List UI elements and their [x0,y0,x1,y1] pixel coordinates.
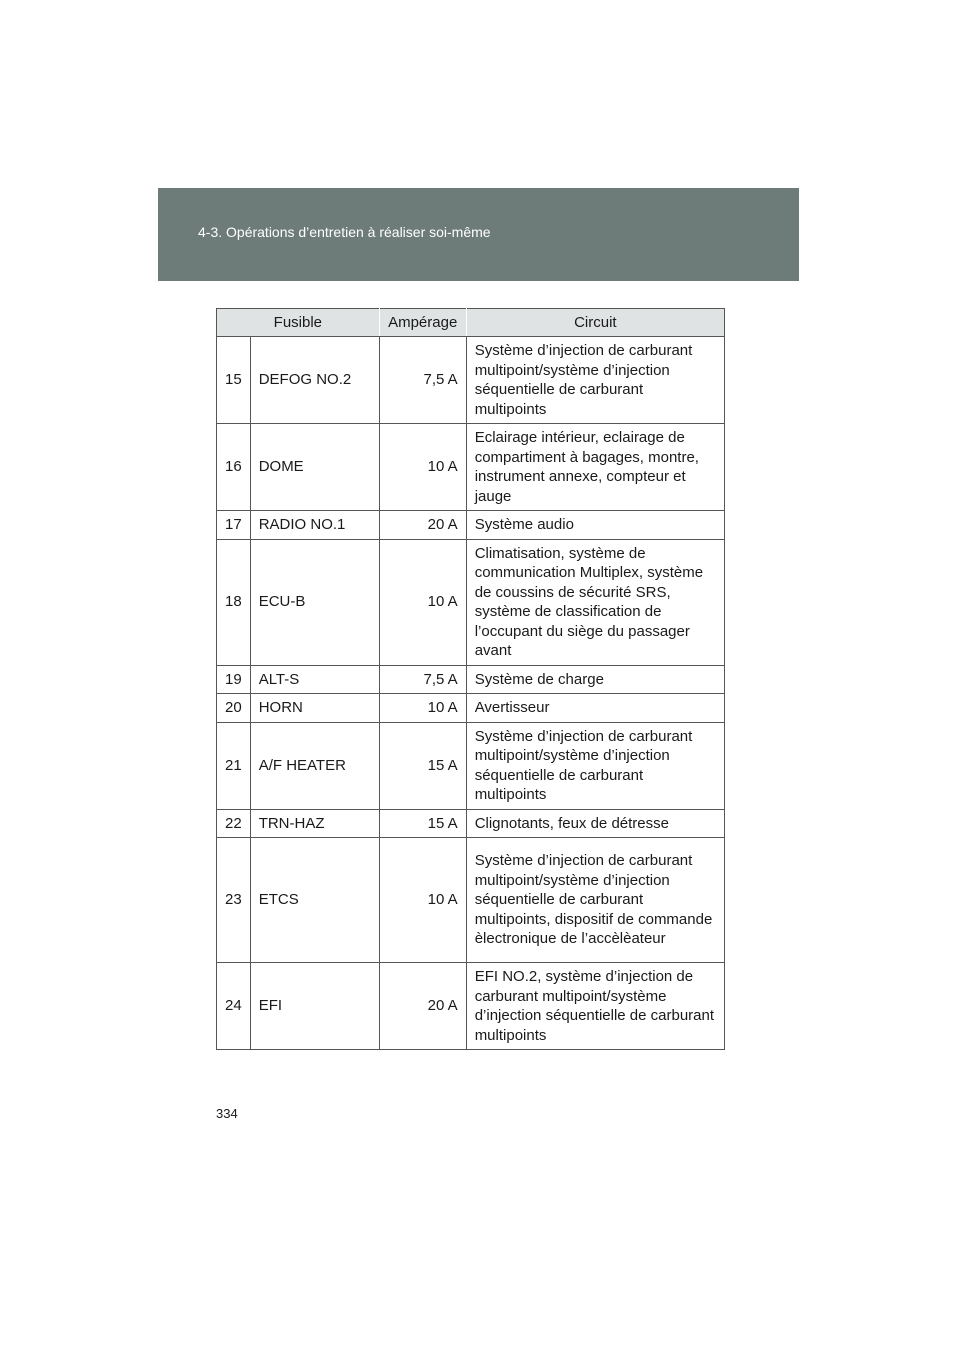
fuse-number: 23 [217,838,251,963]
fuse-number: 20 [217,694,251,723]
fuse-amperage: 20 A [379,963,466,1050]
table-row [217,722,725,809]
fuse-name: DOME [250,424,379,511]
fuse-number: 15 [217,337,251,424]
table-row [217,337,725,424]
fuse-table [216,308,725,1050]
table-header-row [217,309,725,337]
table-row [217,694,725,723]
fuse-number: 16 [217,424,251,511]
fuse-circuit: Système d’injection de carburant multipoint/système d’injection séquentielle de carburant multipoints [466,337,724,424]
page-number: 334 [216,1106,238,1121]
fuse-number: 21 [217,722,251,809]
fuse-name: ECU-B [250,539,379,665]
fuse-number: 18 [217,539,251,665]
fuse-name: ETCS [250,838,379,963]
header-circuit: Circuit [466,309,724,337]
fuse-amperage: 7,5 A [379,665,466,694]
table-row [217,539,725,665]
table-row [217,665,725,694]
fuse-name: DEFOG NO.2 [250,337,379,424]
fuse-number: 22 [217,809,251,838]
fuse-name: EFI [250,963,379,1050]
fuse-amperage: 15 A [379,722,466,809]
fuse-circuit: Clignotants, feux de détresse [466,809,724,838]
section-header [158,188,799,281]
fuse-name: ALT-S [250,665,379,694]
fuse-name: HORN [250,694,379,723]
fuse-circuit: Système audio [466,511,724,540]
fuse-amperage: 7,5 A [379,337,466,424]
fuse-name: TRN-HAZ [250,809,379,838]
table-row [217,424,725,511]
fuse-circuit: Système d’injection de carburant multipoint/système d’injection séquentielle de carburant multipoints [466,722,724,809]
fuse-number: 17 [217,511,251,540]
fuse-name: RADIO NO.1 [250,511,379,540]
fuse-number: 19 [217,665,251,694]
fuse-amperage: 10 A [379,424,466,511]
fuse-amperage: 15 A [379,809,466,838]
header-amperage: Ampérage [379,309,466,337]
table-row [217,511,725,540]
table-row [217,809,725,838]
header-fuse: Fusible [217,309,380,337]
fuse-amperage: 20 A [379,511,466,540]
table-row [217,838,725,963]
fuse-circuit: Avertisseur [466,694,724,723]
fuse-amperage: 10 A [379,694,466,723]
fuse-circuit: Système d’injection de carburant multipoint/système d’injection séquentielle de carburant multipoints, dispositif de commande èlectronique de l’accèlèateur [466,838,724,963]
fuse-circuit: Système de charge [466,665,724,694]
fuse-circuit: Climatisation, système de communication Multiplex, système de coussins de sécurité SRS, système de classification de l’occupant du siège du passager avant [466,539,724,665]
table-row [217,963,725,1050]
fuse-amperage: 10 A [379,539,466,665]
fuse-circuit: Eclairage intérieur, eclairage de compartiment à bagages, montre, instrument annexe, compteur et jauge [466,424,724,511]
section-title: 4-3. Opérations d’entretien à réaliser soi-même [198,224,491,240]
fuse-amperage: 10 A [379,838,466,963]
fuse-circuit: EFI NO.2, système d’injection de carburant multipoint/système d’injection séquentielle de carburant multipoints [466,963,724,1050]
fuse-number: 24 [217,963,251,1050]
fuse-name: A/F HEATER [250,722,379,809]
